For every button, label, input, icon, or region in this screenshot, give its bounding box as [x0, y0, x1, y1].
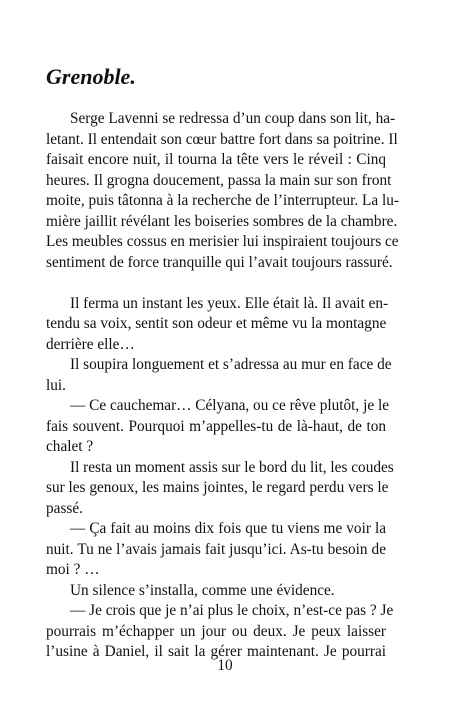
text-line: pourrais m’échapper un jour ou deux. Je peux laisser [46, 622, 386, 640]
text-line: Il resta un moment assis sur le bord du lit, les coudes [70, 458, 394, 476]
text-line: moi ? … [46, 561, 100, 578]
text-line: Les meubles cossus en merisier lui inspiraient toujours ce [46, 233, 399, 250]
text-line: mière jaillit révélant les boiseries sombres de la chambre. [46, 212, 398, 230]
text-line: letant. Il entendait son cœur battre fort dans sa poitrine. Il [46, 130, 398, 148]
paragraph-gap [46, 273, 386, 294]
chapter-title: Grenoble. [46, 64, 136, 89]
text-line: sur les genoux, les mains jointes, le regard perdu vers le [46, 479, 389, 496]
text-line: moite, puis tâtonna à la recherche de l’interrupteur. La lu- [46, 192, 399, 209]
text-line: l’usine à Daniel, il sait la gérer maintenant. Je pourrai [46, 643, 386, 660]
text-line: fais souvent. Pourquoi m’appelles-tu de là-haut, de ton [46, 417, 386, 435]
text-line: — Ça fait au moins dix fois que tu viens me voir la [70, 520, 386, 537]
body-text [46, 109, 399, 663]
text-line: sentiment de force tranquille qui l’avait toujours rassuré. [46, 253, 393, 271]
text-line: Il ferma un instant les yeux. Elle était là. Il avait en- [70, 294, 389, 312]
text-line: nuit. Tu ne l’avais jamais fait jusqu’ici. As-tu besoin de [46, 540, 386, 558]
text-line: Un silence s’installa, comme une évidence. [70, 581, 335, 599]
text-line: lui. [46, 376, 66, 394]
text-line: passé. [46, 499, 83, 517]
text-line: faisait encore nuit, il tourna la tête vers le réveil : Cinq [46, 151, 386, 168]
text-line: tendu sa voix, sentit son odeur et même vu la montagne [46, 315, 387, 332]
text-line: chalet ? [46, 438, 94, 455]
text-line: Serge Lavenni se redressa d’un coup dans son lit, ha- [70, 110, 396, 127]
text-line: — Ce cauchemar… Célyana, ou ce rêve plutôt, je le [70, 397, 389, 414]
text-line: heures. Il grogna doucement, passa la main sur son front [46, 171, 392, 189]
text-line: — Je crois que je n’ai plus le choix, n’est-ce pas ? Je [70, 602, 394, 619]
text-line: derrière elle… [46, 335, 135, 353]
text-line: Il soupira longuement et s’adressa au mur en face de [70, 356, 392, 373]
page-number: 10 [217, 657, 233, 674]
